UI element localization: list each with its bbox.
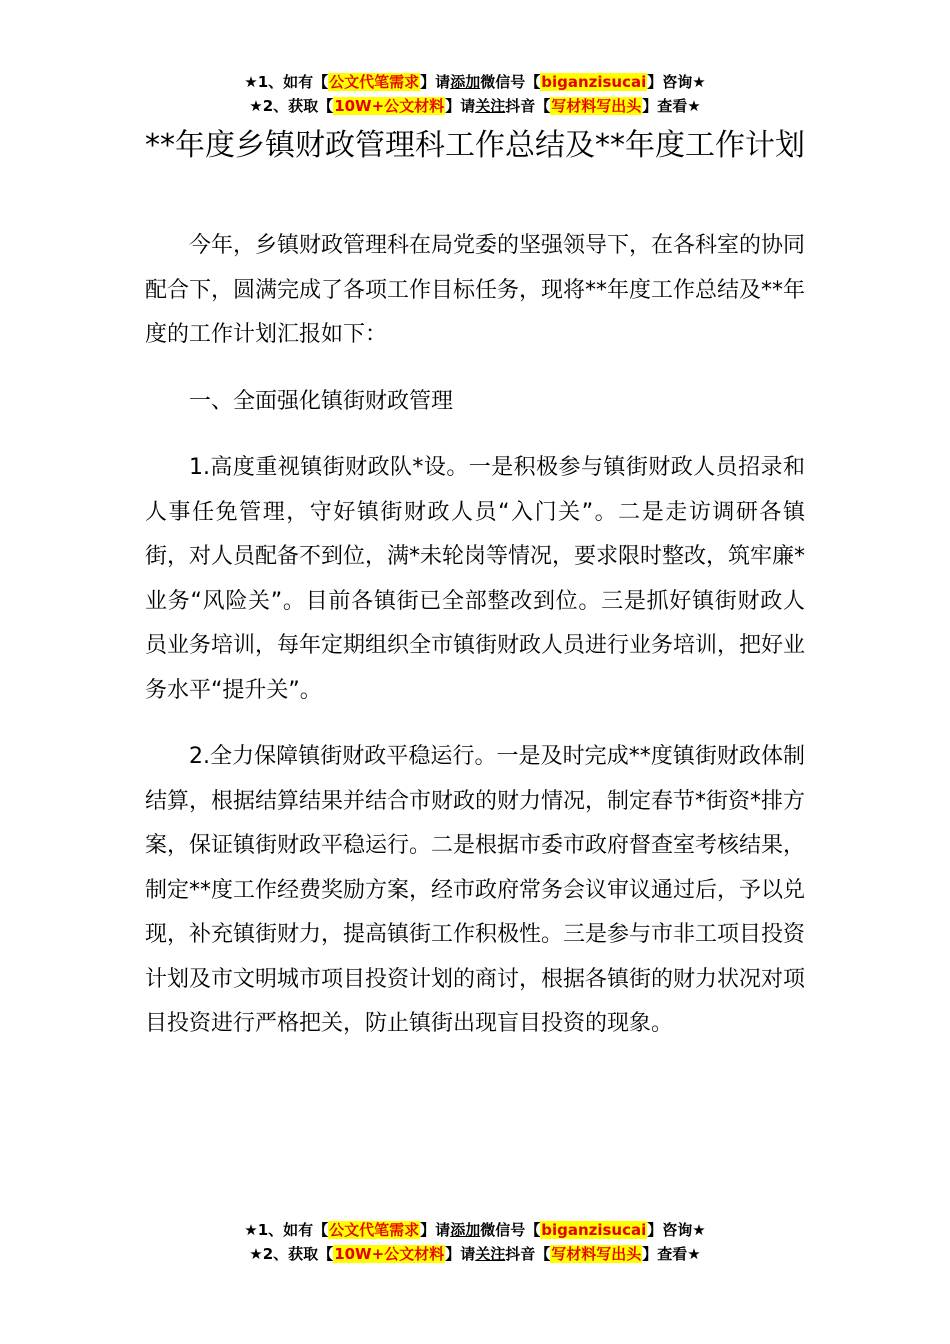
banner-underline: 添加 [450,1221,481,1239]
banner-underline: 关注 [475,97,506,115]
body-paragraph: 2.全力保障镇街财政平稳运行。一是及时完成**度镇街财政体制结算，根据结算结果并结合市财政的财力情况，制定春节*街资*排方案，保证镇街财政平稳运行。二是根据市委市政府督查室考核结果，制定**度工作经费奖励方案，经市政府常务会议审议通过后，予以兑现，补充镇街财力，提高镇街工作积极性。三是参与市非工项目投资计划及市文明城市项目投资计划的商讨，根据各镇街的财力状况对项目投资进行严格把关，防止镇街出现盲目投资的现象。 [145,744,806,1036]
document-title: **年度乡镇财政管理科工作总结及**年度工作计划 [145,128,805,163]
banner-text: 】咨询★ [647,73,706,91]
banner-text: 微信号【 [480,73,541,91]
banner-text: 】查看★ [642,1245,701,1263]
banner-underline: 添加 [450,73,481,91]
banner-text: 】咨询★ [647,1221,706,1239]
bottom-banner [0,1218,950,1266]
banner-line-2 [0,94,950,118]
banner-text: 】查看★ [642,97,701,115]
banner-text: 】请 [420,1221,451,1239]
banner-highlight: 10W+公文材料 [334,97,445,115]
top-banner [0,70,950,118]
banner-line-1 [0,1218,950,1242]
banner-text: 抖音【 [505,1245,551,1263]
banner-highlight: biganzisucai [541,73,647,91]
banner-highlight: 公文代笔需求 [329,1221,420,1239]
banner-text: 抖音【 [505,97,551,115]
banner-line-2 [0,1242,950,1266]
banner-highlight: 写材料写出头 [551,97,642,115]
section-heading: 一、全面强化镇街财政管理 [189,388,454,414]
intro-paragraph: 今年，乡镇财政管理科在局党委的坚强领导下，在各科室的协同配合下，圆满完成了各项工作目标任务，现将**年度工作总结及**年度的工作计划汇报如下： [145,233,806,347]
banner-text: 】请 [445,1245,476,1263]
banner-highlight: 10W+公文材料 [334,1245,445,1263]
banner-text: 】请 [445,97,476,115]
banner-highlight: 公文代笔需求 [329,73,420,91]
banner-text: 】请 [420,73,451,91]
banner-highlight: biganzisucai [541,1221,647,1239]
banner-text: ★1、如有【 [244,1221,329,1239]
banner-underline: 关注 [475,1245,506,1263]
banner-text: ★2、获取【 [249,97,334,115]
body-paragraph: 1.高度重视镇街财政队*设。一是积极参与镇街财政人员招录和人事任免管理，守好镇街财政人员“入门关”。二是走访调研各镇街，对人员配备不到位，满*未轮岗等情况，要求限时整改，筑牢廉*业务“风险关”。目前各镇街已全部整改到位。三是抓好镇街财政人员业务培训，每年定期组织全市镇街财政人员进行业务培训，把好业务水平“提升关”。 [145,455,806,703]
banner-text: ★2、获取【 [249,1245,334,1263]
document-body [145,224,805,1069]
banner-text: 微信号【 [480,1221,541,1239]
banner-highlight: 写材料写出头 [551,1245,642,1263]
banner-line-1 [0,70,950,94]
banner-text: ★1、如有【 [244,73,329,91]
